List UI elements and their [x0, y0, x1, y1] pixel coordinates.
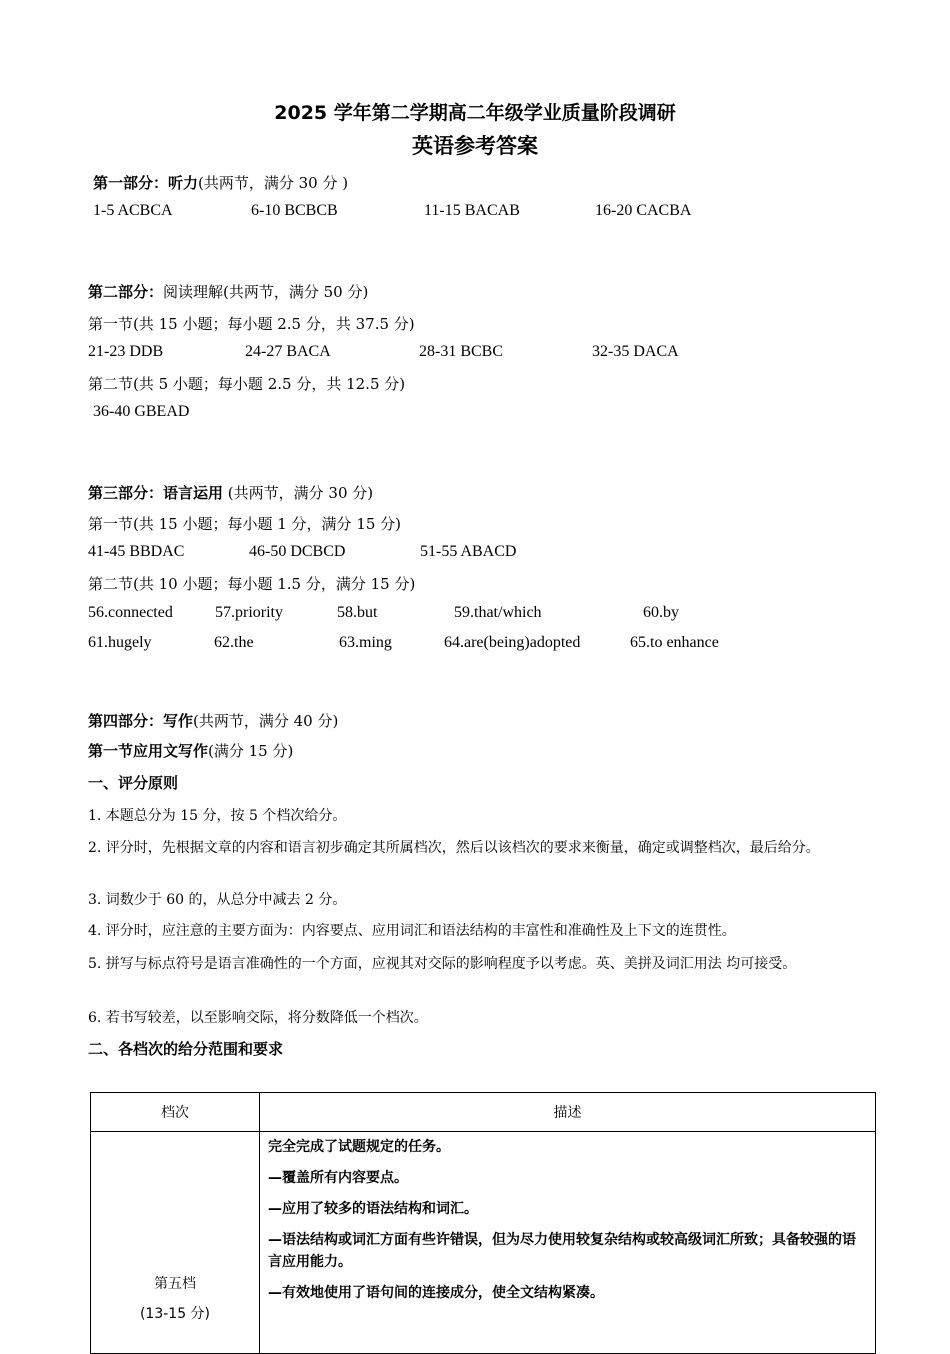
answer-item: 32-35 DACA: [592, 343, 679, 360]
part1-heading: 第一部分：听力: [93, 174, 199, 192]
part2-heading: 第二部分：: [88, 283, 164, 301]
part2-heading-line: [88, 281, 368, 302]
answer-item: 58.but: [337, 604, 378, 621]
answer-item: 36-40 GBEAD: [93, 403, 190, 420]
answer-item: 61.hugely: [88, 634, 152, 651]
answer-item: 65.to enhance: [630, 634, 719, 651]
part3-section2: 第二节(共 10 小题；每小题 1.5 分，满分 15 分): [88, 575, 416, 593]
column-header-level: 档次: [91, 1093, 260, 1132]
answer-item: 21-23 DDB: [88, 343, 164, 360]
answer-item: 28-31 BCBC: [419, 343, 504, 360]
description-line: —语法结构或词汇方面有些许错误，但为尽力使用较复杂结构或较高级词汇所致；具备较强的语言应用能力。: [268, 1232, 856, 1270]
rule-item: 1. 本题总分为 15 分，按 5 个档次给分。: [88, 808, 347, 824]
level-name: 第五档: [154, 1276, 196, 1292]
answer-item: 64.are(being)adopted: [444, 634, 581, 651]
column-header-description: 描述: [260, 1093, 876, 1132]
answer-item: 46-50 DCBCD: [249, 543, 346, 560]
answer-item: 1-5 ACBCA: [93, 202, 173, 219]
description-line: —应用了较多的语法结构和词汇。: [268, 1201, 478, 1217]
level-cell: [91, 1132, 260, 1354]
part4-section1-heading: 第一节应用文写作: [88, 742, 209, 760]
answer-item: 62.the: [214, 634, 254, 651]
rule-item: 3. 词数少于 60 的，从总分中减去 2 分。: [88, 892, 347, 908]
part2-section2: 第二节(共 5 小题；每小题 2.5 分，共 12.5 分): [88, 375, 406, 393]
rule-item: 4. 评分时，应注意的主要方面为：内容要点、应用词汇和语法结构的丰富性和准确性及上下文的连贯性。: [88, 923, 736, 939]
description-cell: [260, 1132, 876, 1354]
description-line: 完全完成了试题规定的任务。: [268, 1139, 450, 1155]
description-line: —有效地使用了语句间的连接成分，使全文结构紧凑。: [268, 1285, 604, 1301]
part4-section1-line: [88, 740, 293, 761]
answer-item: 56.connected: [88, 604, 173, 621]
answer-item: 11-15 BACAB: [424, 202, 520, 219]
level-range: (13-15 分): [139, 1306, 211, 1322]
part2-section1: 第一节(共 15 小题；每小题 2.5 分，共 37.5 分): [88, 315, 415, 333]
answer-item: 59.that/which: [454, 604, 542, 621]
principles-heading: 一、评分原则: [88, 774, 179, 792]
part4-section1-note: (满分 15 分): [208, 742, 294, 760]
table-header-row: [91, 1093, 876, 1132]
rule-item: 2. 评分时，先根据文章的内容和语言初步确定其所属档次，然后以该档次的要求来衡量，确定或调整档次，最后给分。: [88, 840, 820, 856]
part4-heading-line: [88, 710, 338, 731]
answer-item: 16-20 CACBA: [595, 202, 692, 219]
part3-note: (共两节，满分 30 分): [223, 484, 374, 502]
part3-heading-line: [88, 482, 373, 503]
part2-note: 阅读理解(共两节，满分 50 分): [163, 283, 369, 301]
answer-item: 57.priority: [215, 604, 283, 621]
grading-table: [90, 1092, 876, 1354]
answer-item: 6-10 BCBCB: [251, 202, 338, 219]
ranges-heading: 二、各档次的给分范围和要求: [88, 1040, 284, 1058]
part4-heading: 第四部分：写作: [88, 712, 194, 730]
answer-item: 60.by: [643, 604, 679, 621]
table-row: [91, 1132, 876, 1354]
part3-heading: 第三部分：语言运用: [88, 484, 224, 502]
document-title: 2025 学年第二学期高二年级学业质量阶段调研: [274, 102, 676, 124]
part3-section1: 第一节(共 15 小题；每小题 1 分，满分 15 分): [88, 515, 402, 533]
answer-item: 51-55 ABACD: [420, 543, 517, 560]
document-subtitle: 英语参考答案: [412, 134, 538, 158]
description-line: —覆盖所有内容要点。: [268, 1170, 408, 1186]
part4-note: (共两节，满分 40 分): [193, 712, 339, 730]
rule-item: 6. 若书写较差，以至影响交际，将分数降低一个档次。: [88, 1010, 428, 1026]
answer-item: 41-45 BBDAC: [88, 543, 185, 560]
answer-item: 63.ming: [339, 634, 392, 651]
answer-item: 24-27 BACA: [245, 343, 331, 360]
part1-note: (共两节，满分 30 分 ): [198, 174, 349, 192]
rule-item: 5. 拼写与标点符号是语言准确性的一个方面，应视其对交际的影响程度予以考虑。英、美拼及词汇用法 均可接受。: [88, 956, 797, 972]
part1-heading-line: [93, 172, 348, 193]
